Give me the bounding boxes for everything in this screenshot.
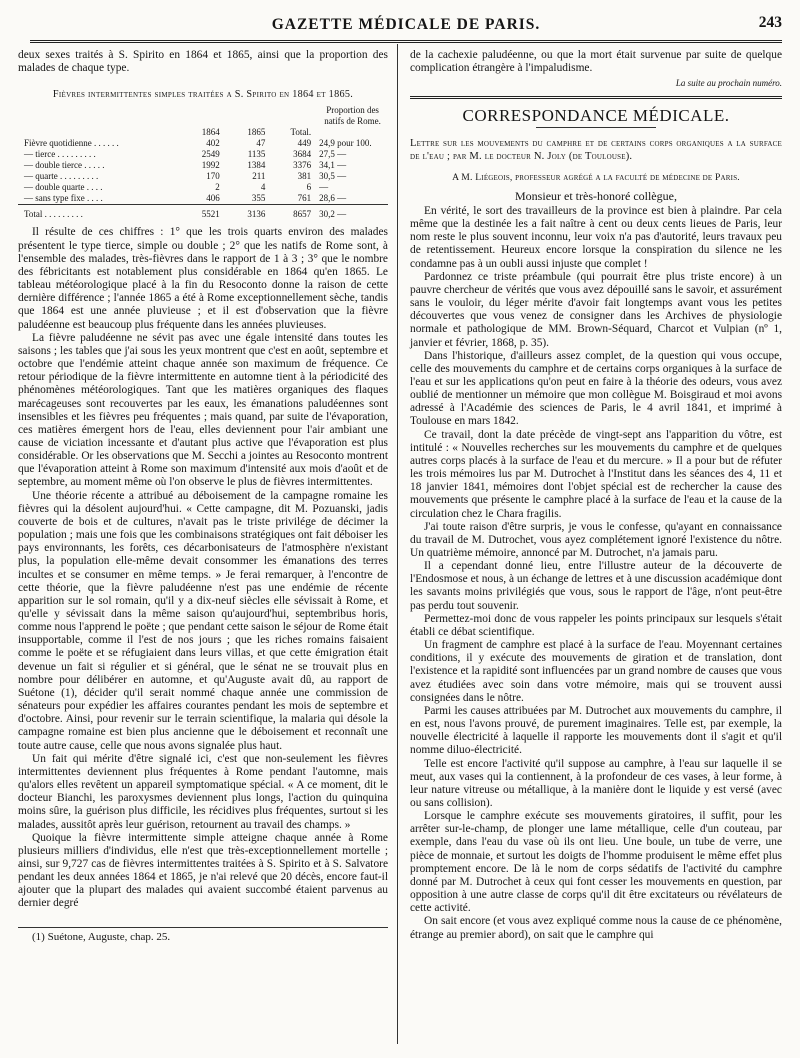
table-total-row (18, 205, 388, 220)
section-title: CORRESPONDANCE MÉDICALE. (462, 106, 730, 126)
row-label: Fièvre quotidienne . . . . . . (24, 138, 119, 149)
continued-note: La suite au prochain numéro. (675, 78, 782, 89)
row-total: 761 (297, 193, 312, 204)
paragraph: Parmi les causes attribuées par M. Dutrochet aux mouvements du camphre, il en est, nous l'avons prouvé, de purement imaginaires. Telle est, par exemple, la nouvelle électricité à laquelle il rapporte les mouvements dont il s'agit et qu'il nomme diluo-électricité. (410, 704, 782, 757)
row-proportion: 30,5 — (319, 171, 347, 182)
total-1864: 5521 (201, 209, 220, 220)
row-1864: 406 (206, 193, 220, 204)
table-row (18, 138, 388, 149)
row-1864: 2 (215, 182, 220, 193)
total-label: Total . . . . . . . . . (24, 209, 83, 220)
paragraph: J'ai toute raison d'être surpris, je vous le confesse, qu'ayant en connaissance du travail de M. Dutrochet, vous ayez complétement ignoré l'existence du nôtre. Un quatrième mémoire, annoncé par M. Dutrochet, n'a jamais paru. (410, 520, 782, 559)
row-label: — quarte . . . . . . . . . (24, 171, 99, 182)
row-total: 381 (297, 171, 312, 182)
row-label: — tierce . . . . . . . . . (24, 149, 96, 160)
paragraph: Un fait qui mérite d'être signalé ici, c'est que non-seulement les fièvres intermittentes deviennent plus fréquentes à Rome pendant l'automne, mais qu'alors elles revêtent un appareil symptomatique spécial. « A ce moment, dit le docteur Bianchi, les paroxysmes deviennent plus longs, l'action du quinquina moins sûre, la guérison plus difficile, les récidives plus fréquentes, surtout si les malades, aussitôt après leur guérison, retournent au travail des champs. » (18, 752, 388, 831)
row-1865: 211 (252, 171, 266, 182)
right-continuation: de la cachexie paludéenne, ou que la mort était survenue par suite de quelque complication étrangère à l'impaludisme. (410, 49, 782, 75)
header-1865: 1865 (247, 127, 266, 138)
addressee: A M. Liégeois, professeur agrégé a la faculté de médecine de Paris. (452, 171, 740, 183)
row-proportion: 34,1 — (319, 160, 347, 171)
paragraph: Il a cependant donné lieu, entre l'illustre auteur de la découverte de l'Endosmose et nous, à un échange de lettres et à une discussion académique dont les savants moins privilégiés que vous, sous le rapport de l'âge, n'ont peut-être pas perdu tout souvenir. (410, 560, 782, 612)
footnote: (1) Suétone, Auguste, chap. 25. (32, 930, 171, 943)
paragraph: Un fragment de camphre est placé à la surface de l'eau. Moyennant certaines conditions, il y exécute des mouvements de giration et de translation, dont l'existence et la rapidité sont influencées par un grand nombre de causes que vous avez étudiées avec soin dans votre mémoire, mais qui se trouvent aussi consignées dans le nôtre. (410, 639, 782, 704)
paragraph: Telle est encore l'activité qu'il suppose au camphre, à l'eau sur laquelle il se meut, aux vases qui la contiennent, à la profondeur de ces vases, à leur forme, à leur nature vitreuse ou métallique, à la manière dont le liquide y est versé (avec ou sans collision). (410, 757, 782, 809)
left-intro: deux sexes traités à S. Spirito en 1864 et 1865, ainsi que la proportion des malades de chaque type. (18, 49, 388, 75)
row-proportion: 28,6 — (319, 193, 347, 204)
total-1865: 3136 (247, 209, 266, 220)
row-1864: 1992 (201, 160, 220, 171)
table-row (18, 182, 388, 193)
footnote-rule (18, 927, 388, 928)
row-total: 3684 (293, 149, 312, 160)
paragraph: Lorsque le camphre exécute ses mouvements giratoires, il suffit, pour les arrêter sur-le-champ, de plonger une lame métallique, celle d'un couteau, par exemple, dans l'eau du vase où ils ont lieu. Une boule, un tube de verre, une pièce de monnaie, et surtout les doigts de l'homme produisent le même effet plus promptement encore. De là le nom de corps sédatifs de l'activité du camphre donné par M. Dutrochet à ceux qui font cesser les mouvements en question, par opposition à une autre classe de corps qu'il dit être excitateurs ou révélateurs de cette activité. (410, 810, 782, 915)
row-label: — sans type fixe . . . . (24, 193, 103, 204)
total-total: 8657 (293, 209, 312, 220)
title-underline (536, 127, 656, 128)
table-row (18, 193, 388, 205)
paragraph: Pardonnez ce triste préambule (qui pourrait être plus triste encore) à un pauvre chercheur de vérités que vous avez dépouillé sans le savoir, et assurément sans le vouloir, du léger mérite d'avoir fait longtemps avant vous les petites découvertes que vous venez de consigner dans les Archives de physiologie normale et pathologique de MM. Brown-Séquard, Charcot et Vulpian (nº 1, janvier et février, 1868, p. 35). (410, 270, 782, 349)
paragraph: Dans l'historique, d'ailleurs assez complet, de la question qui vous occupe, celle des mouvements du camphre et de certains corps organiques à la surface de l'eau et sur les applications qu'on peut en faire à la théorie des odeurs, vous avez oublié de mentionner un mémoire que mon collègue M. Boisgiraud et moi avons adressé à l'Académie des sciences de Paris, le 4 avril 1841, et imprimé à Toulouse en mars 1842. (410, 349, 782, 428)
letter-title-text: Lettre sur les mouvements du camphre et de certains corps organiques a la surface de l'eau ; par M. le docteur N. Joly (de Toulouse). (410, 137, 782, 162)
table-row (18, 160, 388, 171)
page-header (30, 14, 782, 38)
paragraph: Il résulte de ces chiffres : 1° que les trois quarts environ des malades présentent le type tierce, simple ou double ; 2° que les natifs de Rome sont, à l'ensemble des malades, très-fièvres dans le rapport de 1 à 3 ; 3° que le nombre des fébricitants est notablement plus considérable en 1864 qu'en 1865. Le tableau météorologique placé à la fin du Resoconto donne la raison de cette dernière différence ; l'année 1865 a été à Rome exceptionnellement sèche, tandis que 1864 est une année pluvieuse ; et il est d'observation que la fièvre paludéenne est beaucoup plus fréquente dans les années pluvieuses. (18, 226, 388, 331)
salutation: Monsieur et très-honoré collègue, (515, 188, 677, 203)
paragraph: Quoique la fièvre intermittente simple atteigne chaque année à Rome plusieurs milliers d'individus, elle n'est que très-exceptionnellement mortelle ; ainsi, sur 9,727 cas de fièvres intermittentes traitées à S. Spirito et à S. Salvatore pendant les deux années 1864 et 1865, je n'ai relevé que 20 décès, encore faut-il ajouter que la plupart des malades qui avaient succombé étaient parvenus au dernier degré (18, 831, 388, 910)
table-title: Fièvres intermittentes simples traitées a S. Spirito en 1864 et 1865. (52, 89, 354, 101)
row-label: — double quarte . . . . (24, 182, 103, 193)
left-column (18, 49, 388, 944)
header-total: Total. (290, 127, 312, 138)
letter-title (410, 137, 782, 163)
right-column (410, 49, 782, 942)
row-1864: 402 (206, 138, 220, 149)
row-proportion: 24,9 pour 100. (319, 138, 372, 149)
row-1865: 47 (256, 138, 266, 149)
paragraph: Permettez-moi donc de vous rappeler les points principaux sur lesquels s'était établi ce débat scientifique. (410, 612, 782, 638)
row-1865: 4 (260, 182, 266, 193)
page-number: 243 (758, 14, 782, 31)
table-row (18, 171, 388, 182)
row-total: 3376 (293, 160, 312, 171)
paragraph: On sait encore (et vous avez expliqué comme nous la cause de ce phénomène, étrange au premier abord), on sait que le camphre qui (410, 915, 782, 941)
table-row (18, 149, 388, 160)
header-proportion: Proportion des natifs de Rome. (324, 105, 381, 127)
paragraph: En vérité, le sort des travailleurs de la province est bien à plaindre. Par cela même que la destinée les a fait naître à cent ou deux cents lieues de Paris, leur nom reste le plus souvent inconnu, leur voix n'a pas d'autorité, leurs travaux peu de retentissement. Heureux encore lorsque la conspiration du silence ne les condamne pas à un oubli aussi injuste que complet ! (410, 204, 782, 270)
fever-table (18, 105, 388, 220)
row-1864: 2549 (201, 149, 220, 160)
paragraph: Une théorie récente a attribué au déboisement de la campagne romaine les fièvres qui la désolent aujourd'hui. « Cette campagne, dit M. Pozuanski, jadis couverte de bois et de cultures, n'avait pas le triste privilége de décimer la population ; mais une fois que les combinaisons stratégiques ont fait déboiser les pays environnants, les forêts, ces décarbonisateurs de l'atmosphère n'existant plus, la population elle-même devait consommer les émanations des terres incultes et se consumer en même temps. » Je ferai remarquer, à l'encontre de cette théorie, que la fièvre paludéenne n'est pas une endémie de récente apparition sur le sol romain, qu'il y a dix-neuf siècles elle sévissait à Rome, et qu'elle y sévissait dans la même saison qu'aujourd'hui, septembribus horis, comme nous l'apprend le poëte ; que pendant cette saison le séjour de Rome était insupportable, comme il l'est de nos jours ; que les riches romains faisaient comme le poëte et se réfugiaient dans leurs villas, et que cette émigration était devenue un fait si régulier et si général, que le sénat ne se trouvait plus en nombre pour délibérer en automne, et qu'Auguste avait dû, au rapport de Suétone (1), décider qu'il serait nommé chaque année une commission de sénateurs pour expédier les affaires courantes pendant les mois de septembre et d'octobre. Ainsi, pour revenir sur le terrain scientifique, la malaria qui désole la campagne romaine est bien plus ancienne que le déboisement et reconnaît une toute autre cause, celle que nous avons signalée plus haut. (18, 489, 388, 752)
row-label: — double tierce . . . . . (24, 160, 105, 171)
header-rule (30, 40, 782, 43)
row-total: 449 (297, 138, 312, 149)
row-proportion: — (319, 182, 329, 193)
row-1865: 1384 (247, 160, 266, 171)
column-divider (397, 44, 398, 1044)
paragraph: La fièvre paludéenne ne sévit pas avec une égale intensité dans toutes les saisons ; les tables que j'ai sous les yeux montrent que c'est en août, septembre et octobre que l'endémie atteint chaque année son maximum de fréquence. Ce retour périodique de la fièvre intermittente en automne tient à la périodicité des phénomènes météorologiques. Tant que les matières organiques des flaques marécageuses sont recouvertes par les eaux, les émanations paludéennes sont insensibles et les fièvres peu fréquentes ; mais quand, par suite de l'évaporation, ces matières émergent hors de l'eau, elles deviennent pour l'air ambiant une cause de viciation incessante et d'autant plus active que l'évaporation est plus considérable. Or les observations que M. Secchi a jointes au Resoconto montrent que l'évaporation atteint à Rome son maximum d'intensité aux mois d'août et de septembre, au moment même où l'on observe le plus de fièvres intermittentes. (18, 331, 388, 489)
row-proportion: 27,5 — (319, 149, 347, 160)
section-rule (410, 96, 782, 99)
row-1865: 355 (251, 193, 266, 204)
header-1864: 1864 (201, 127, 220, 138)
row-1864: 170 (206, 171, 220, 182)
row-total: 6 (306, 182, 312, 193)
row-1865: 1135 (247, 149, 266, 160)
journal-title: GAZETTE MÉDICALE DE PARIS. (271, 16, 541, 33)
paragraph: Ce travail, dont la date précède de vingt-sept ans l'apparition du vôtre, est intitulé : « Nouvelles recherches sur les mouvements du camphre et de quelques autres corps placés à la surface de l'eau et du mercure. » Il a pour but de réfuter les trois mémoires lus par M. Dutrochet à l'Institut dans les séances des 4, 11 et 18 janvier 1841, mémoires dont l'objet spécial est de rechercher la cause des mouvements que présente le camphre placé à la surface de l'eau et la cause de la circulation chez le Chara fragilis. (410, 428, 782, 520)
total-proportion: 30,2 — (319, 209, 347, 220)
